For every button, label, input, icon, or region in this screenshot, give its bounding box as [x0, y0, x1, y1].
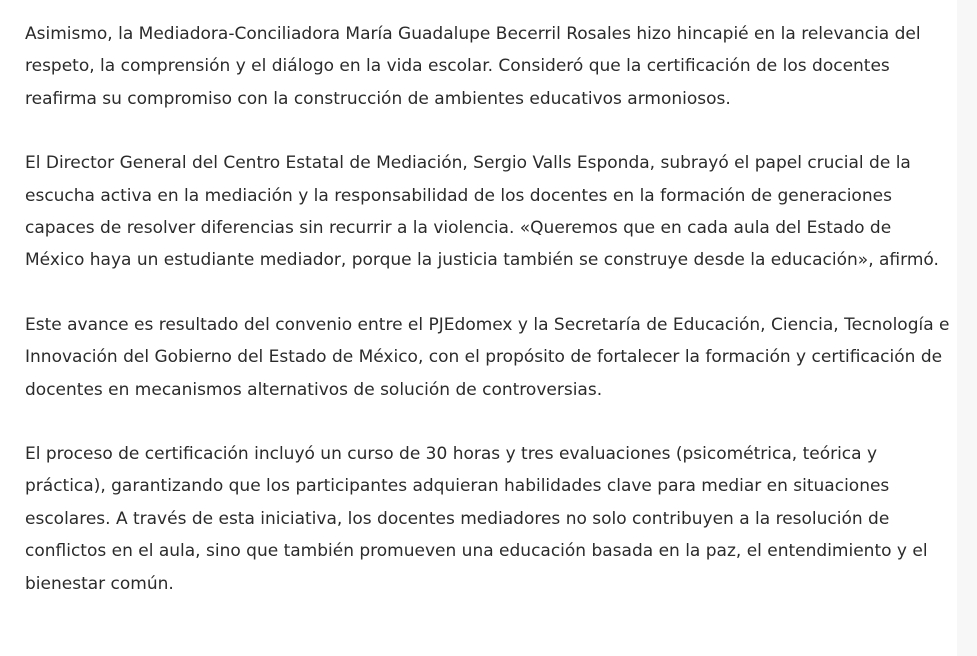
article-body [25, 18, 951, 632]
paragraph-proceso-certificacion: El proceso de certificación incluyó un curso de 30 horas y tres evaluaciones (psicométrica, teórica y práctica), garantizando que los participantes adquieran habilidades clave para mediar en situaciones escolares. A través de esta iniciativa, los docentes mediadores no solo contribuyen a la resolución de conflictos en el aula, sino que también promueven una educación basada en la paz, el entendimiento y el bienestar común. [25, 444, 928, 594]
paragraph-director-general: El Director General del Centro Estatal de Mediación, Sergio Valls Esponda, subrayó el papel crucial de la escucha activa en la mediación y la responsabilidad de los docentes en la formación de generaciones capaces de resolver diferencias sin recurrir a la violencia. «Queremos que en cada aula del Estado de México haya un estudiante mediador, porque la justicia también se construye desde la educación», afirmó. [25, 153, 939, 271]
page-right-edge [957, 0, 977, 656]
paragraph-mediadora: Asimismo, la Mediadora-Conciliadora María Guadalupe Becerril Rosales hizo hincapié en la relevancia del respeto, la comprensión y el diálogo en la vida escolar. Consideró que la certificación de los docentes reafirma su compromiso con la construcción de ambientes educativos armoniosos. [25, 24, 921, 109]
paragraph-convenio: Este avance es resultado del convenio entre el PJEdomex y la Secretaría de Educación, Ciencia, Tecnología e Innovación del Gobierno del Estado de México, con el propósito de fortalecer la formación y certificación de docentes en mecanismos alternativos de solución de controversias. [25, 314, 950, 400]
